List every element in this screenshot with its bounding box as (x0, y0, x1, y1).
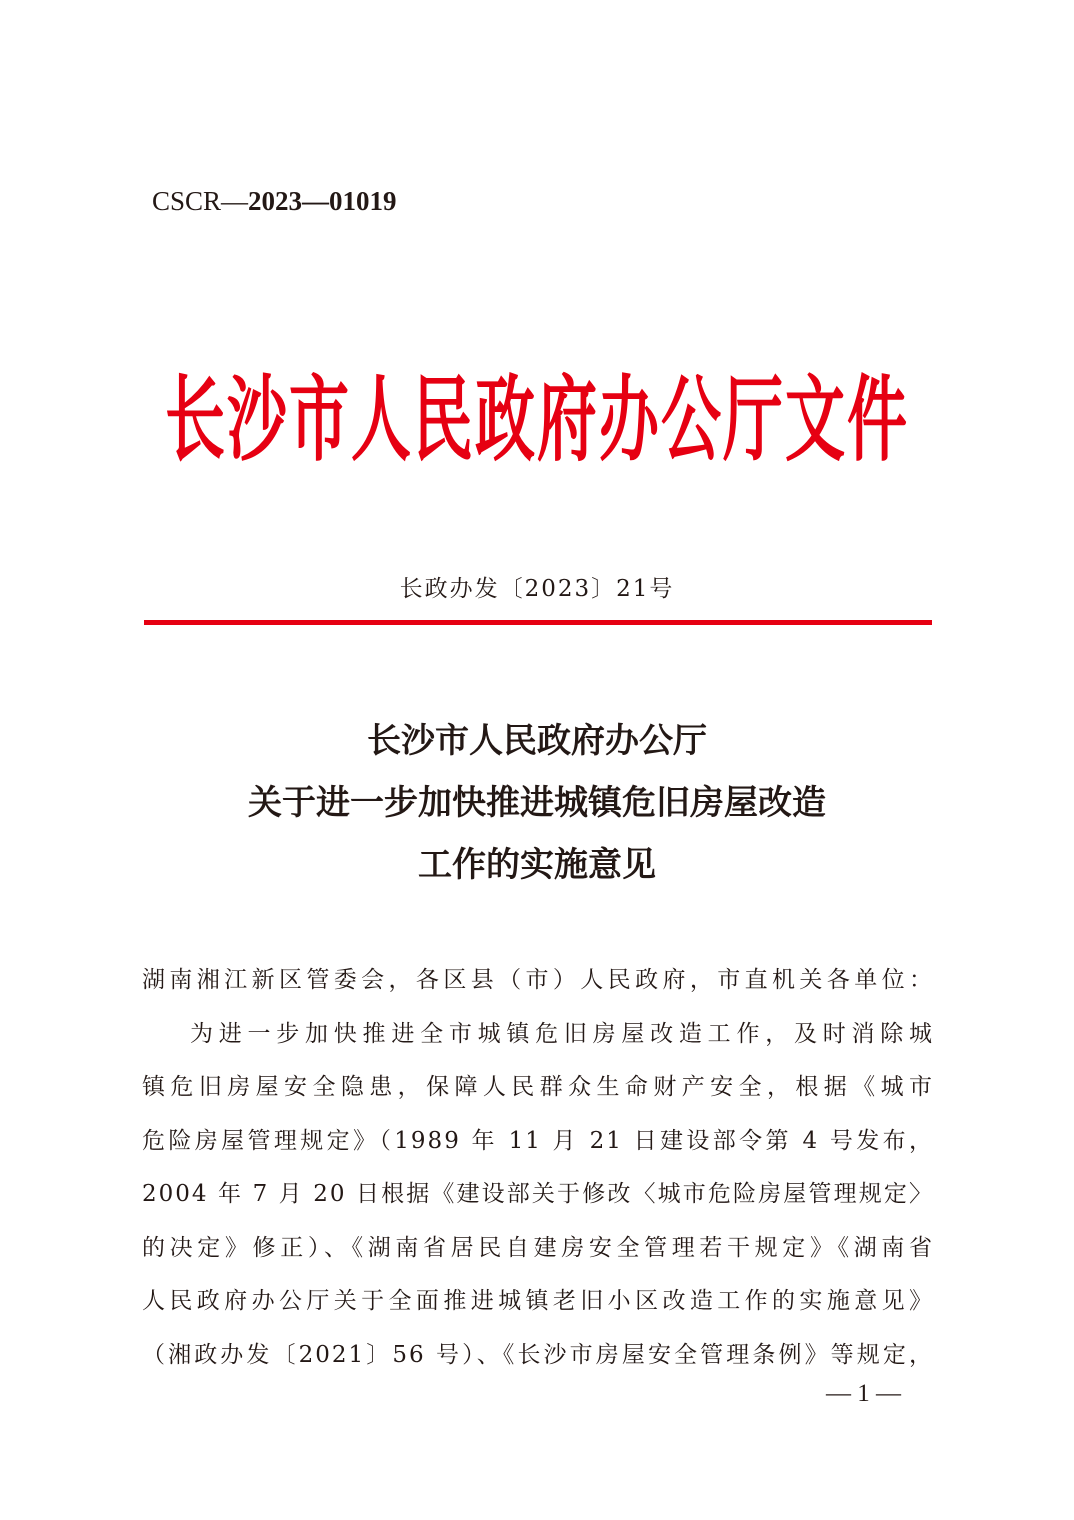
document-body (142, 954, 934, 1382)
registration-number: 2023—01019 (248, 186, 397, 216)
title-line-2: 关于进一步加快推进城镇危旧房屋改造 (248, 783, 826, 823)
red-divider-line (144, 620, 932, 625)
registration-prefix: CSCR— (152, 186, 249, 216)
document-number: 长政办发〔2023〕21号 (399, 576, 675, 602)
body-line-3: 危险房屋管理规定》（1989 年 11 月 21 日建设部令第 4 号发布， (142, 1127, 934, 1154)
masthead (0, 348, 1074, 478)
registration-code (152, 186, 397, 217)
page-number: — 1 — (826, 1380, 901, 1407)
body-line-7: （湘政办发〔2021〕56 号）、《长沙市房屋安全管理条例》等规定， (142, 1341, 934, 1368)
body-line-4: 2004 年 7 月 20 日根据《建设部关于修改〈城市危险房屋管理规定〉 (142, 1181, 934, 1207)
title-line-1: 长沙市人民政府办公厅 (367, 721, 707, 761)
title-line-3: 工作的实施意见 (418, 845, 656, 885)
salutation: 湖南湘江新区管委会，各区县（市）人民政府，市直机关各单位： (142, 967, 934, 993)
masthead-text: 长沙市人民政府办公厅文件 (165, 366, 909, 475)
body-line-1: 为进一步加快推进全市城镇危旧房屋改造工作，及时消除城 (190, 1020, 934, 1047)
document-title (0, 710, 1074, 896)
body-line-6: 人民政府办公厅关于全面推进城镇老旧小区改造工作的实施意见》 (142, 1288, 934, 1314)
body-line-2: 镇危旧房屋安全隐患，保障人民群众生命财产安全，根据《城市 (142, 1074, 934, 1100)
body-line-5: 的决定》修正）、《湖南省居民自建房安全管理若干规定》《湖南省 (142, 1234, 934, 1261)
